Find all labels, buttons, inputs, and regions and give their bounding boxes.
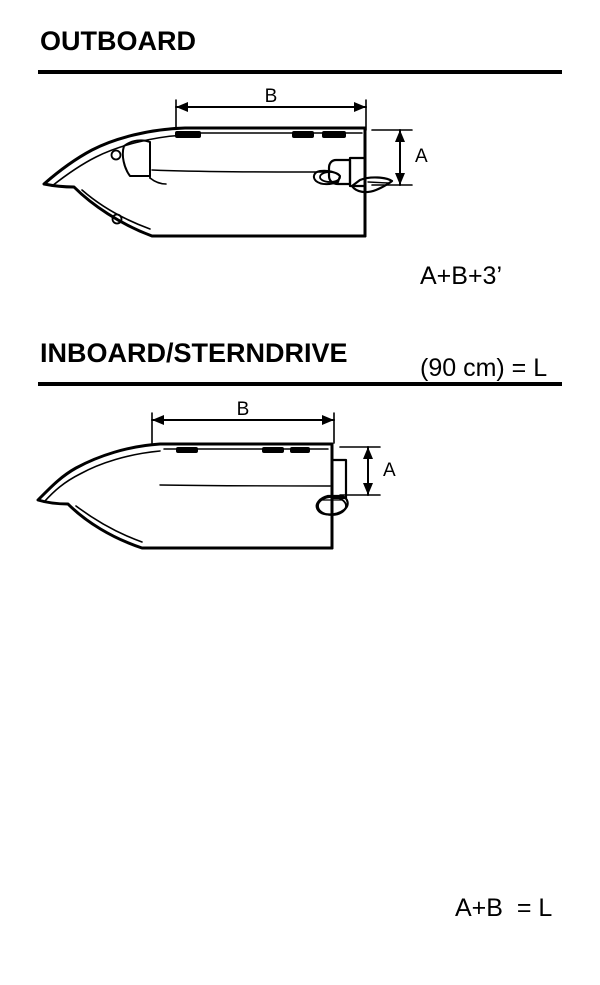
label-a-outboard: A	[415, 146, 428, 167]
label-a-inboard: A	[383, 460, 396, 481]
formula-inboard	[455, 832, 552, 985]
section-title-outboard: OUTBOARD	[40, 26, 196, 56]
formula-inboard-line-1: A+B = L	[455, 894, 553, 922]
section-inboard-sterndrive	[0, 310, 600, 922]
label-b-outboard: B	[264, 86, 278, 107]
inboard-sterndrive-diagram	[0, 310, 600, 600]
formula-outboard-line-2: (90 cm) = L	[420, 353, 548, 382]
label-b-inboard: B	[236, 399, 250, 420]
formula-outboard-line-1: A+B+3’	[420, 262, 503, 290]
section-title-inboard-sterndrive: INBOARD/STERNDRIVE	[40, 338, 348, 368]
